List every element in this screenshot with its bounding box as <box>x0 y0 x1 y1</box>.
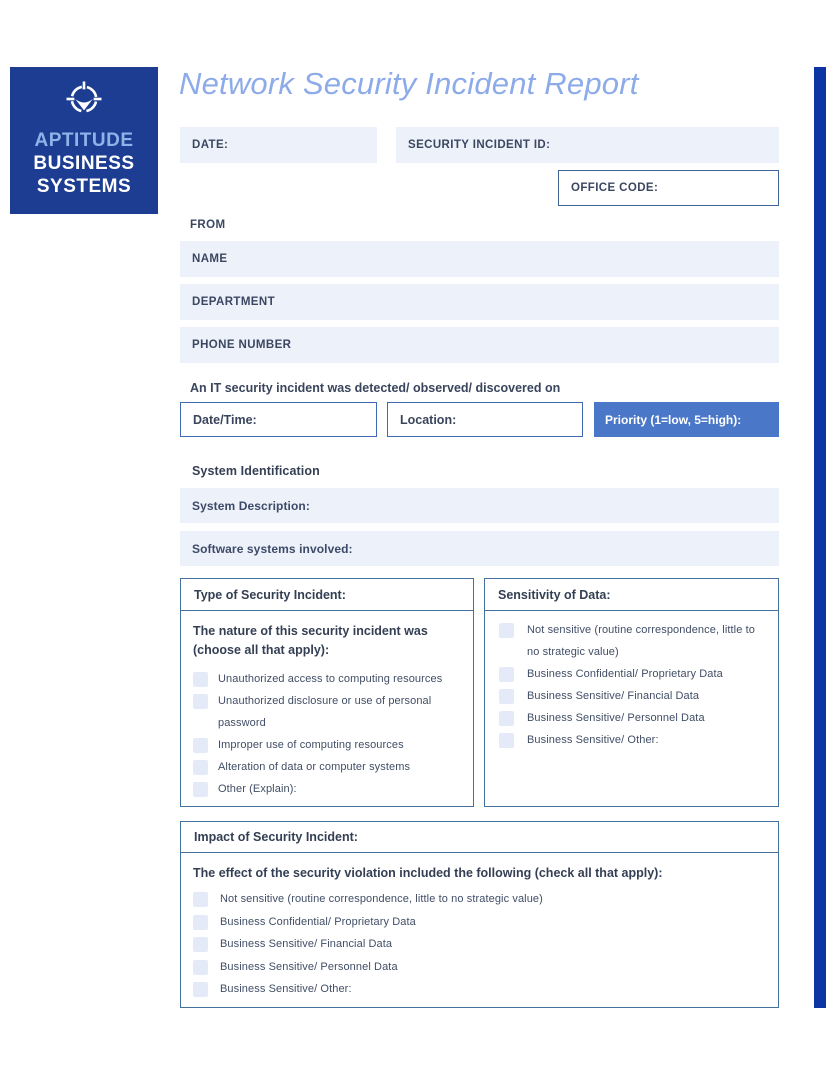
impact-option: Business Sensitive/ Financial Data <box>193 933 766 956</box>
sensitivity-option: Business Sensitive/ Other: <box>499 729 766 751</box>
datetime-field-label: Date/Time: <box>193 412 257 427</box>
department-field-label: DEPARTMENT <box>192 296 276 308</box>
page-title: Network Security Incident Report <box>179 66 639 101</box>
checkbox[interactable] <box>193 937 208 952</box>
phone-number-field[interactable] <box>180 327 779 363</box>
incident-type-option: Other (Explain): <box>193 778 461 800</box>
location-field[interactable] <box>387 402 583 437</box>
department-field[interactable] <box>180 284 779 320</box>
company-logo <box>10 67 158 214</box>
impact-option: Business Confidential/ Proprietary Data <box>193 911 766 934</box>
sensitivity-option: Business Sensitive/ Personnel Data <box>499 707 766 729</box>
incident-type-panel <box>180 578 474 807</box>
incident-type-body <box>181 611 473 800</box>
incident-type-option: Unauthorized disclosure or use of personal password <box>193 690 461 734</box>
incident-type-option: Improper use of computing resources <box>193 734 461 756</box>
from-heading: FROM <box>190 219 226 231</box>
checkbox[interactable] <box>193 892 208 907</box>
datetime-field[interactable] <box>180 402 377 437</box>
checkbox[interactable] <box>193 738 208 753</box>
checkbox[interactable] <box>193 694 208 709</box>
impact-prompt: The effect of the security violation included the following (check all that apply): <box>193 866 663 880</box>
incident-type-heading: Type of Security Incident: <box>181 579 473 611</box>
name-field-label: NAME <box>192 253 228 265</box>
impact-option: Not sensitive (routine correspondence, little to no strategic value) <box>193 888 766 911</box>
security-incident-id-label: SECURITY INCIDENT ID: <box>408 139 551 151</box>
impact-panel <box>180 821 779 1008</box>
impact-option: Business Sensitive/ Personnel Data <box>193 956 766 979</box>
brand-name-line1: APTITUDE <box>34 130 134 151</box>
software-systems-field[interactable] <box>180 531 779 566</box>
name-field[interactable] <box>180 241 779 277</box>
checkbox[interactable] <box>499 711 514 726</box>
brand-name-line3: SYSTEMS <box>36 176 132 197</box>
checkbox[interactable] <box>193 915 208 930</box>
incident-type-option: Alteration of data or computer systems <box>193 756 461 778</box>
sensitivity-option: Business Sensitive/ Financial Data <box>499 685 766 707</box>
checkbox[interactable] <box>499 623 514 638</box>
checkbox[interactable] <box>193 960 208 975</box>
sensitivity-option: Not sensitive (routine correspondence, little to no strategic value) <box>499 619 766 663</box>
system-identification-heading: System Identification <box>192 464 320 478</box>
date-field-label: DATE: <box>192 139 229 151</box>
sensitivity-heading: Sensitivity of Data: <box>485 579 778 611</box>
checkbox[interactable] <box>193 782 208 797</box>
checkbox[interactable] <box>193 982 208 997</box>
sensitivity-panel <box>484 578 779 807</box>
impact-body <box>181 853 778 1001</box>
sensitivity-body <box>485 611 778 751</box>
impact-option: Business Sensitive/ Other: <box>193 978 766 1001</box>
compass-bird-icon <box>63 78 105 125</box>
security-incident-id-field[interactable] <box>396 127 779 163</box>
checkbox[interactable] <box>499 689 514 704</box>
right-accent-stripe <box>814 67 826 1008</box>
office-code-field[interactable] <box>558 170 779 206</box>
office-code-label: OFFICE CODE: <box>571 182 659 194</box>
system-description-field[interactable] <box>180 488 779 523</box>
phone-number-field-label: PHONE NUMBER <box>192 339 292 351</box>
impact-heading: Impact of Security Incident: <box>181 822 778 853</box>
detection-intro-text: An IT security incident was detected/ observed/ discovered on <box>190 381 561 395</box>
system-description-label: System Description: <box>192 498 310 513</box>
checkbox[interactable] <box>499 667 514 682</box>
sensitivity-option: Business Confidential/ Proprietary Data <box>499 663 766 685</box>
checkbox[interactable] <box>193 760 208 775</box>
incident-type-option: Unauthorized access to computing resources <box>193 668 461 690</box>
checkbox[interactable] <box>499 733 514 748</box>
date-field[interactable] <box>180 127 377 163</box>
brand-name-line2: BUSINESS <box>33 153 135 174</box>
priority-field[interactable] <box>594 402 779 437</box>
location-field-label: Location: <box>400 412 457 427</box>
incident-type-prompt: The nature of this security incident was (choose all that apply): <box>193 624 428 657</box>
checkbox[interactable] <box>193 672 208 687</box>
software-systems-label: Software systems involved: <box>192 541 353 556</box>
priority-field-label: Priority (1=low, 5=high): <box>605 412 742 427</box>
